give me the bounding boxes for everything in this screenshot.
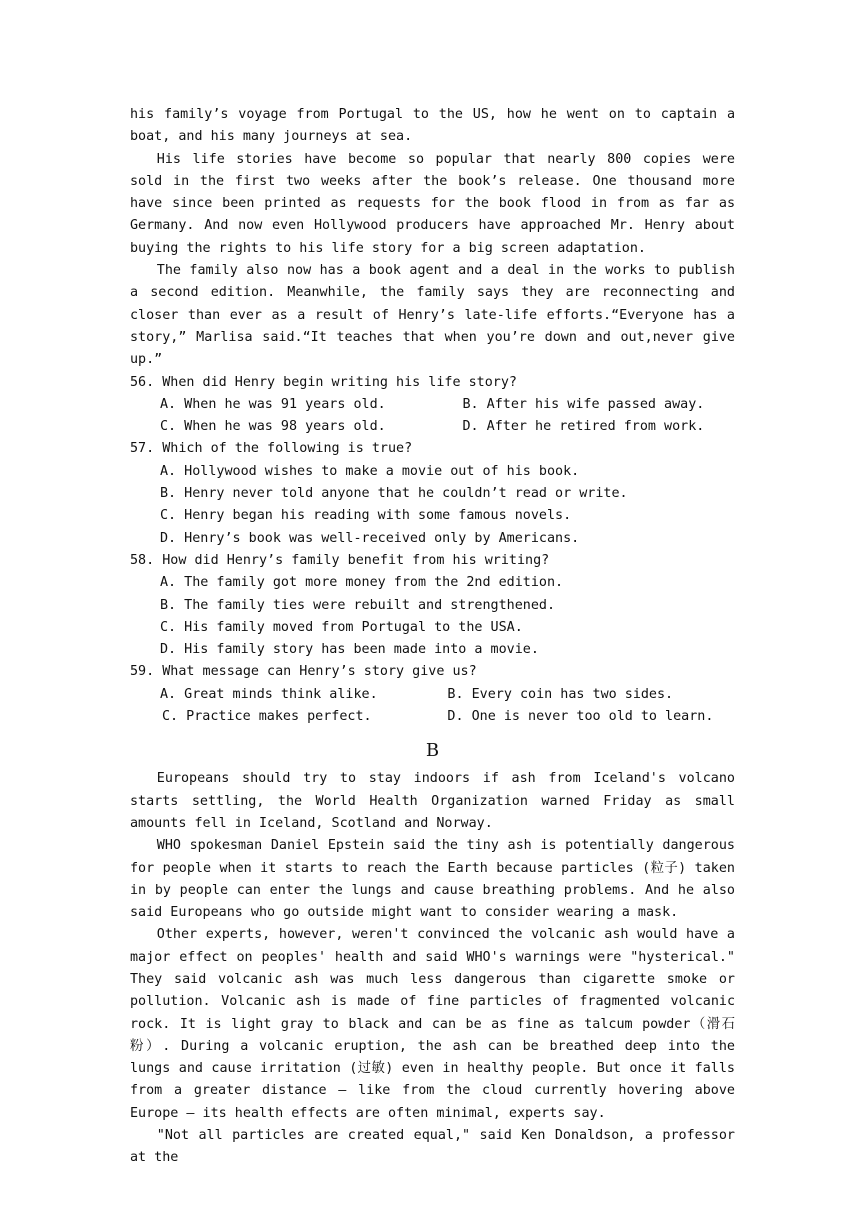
question-stem: 59. What message can Henry’s story give us? (130, 664, 477, 680)
option-c: C. Practice makes perfect. (162, 709, 372, 725)
option-c: C. His family moved from Portugal to the USA. (160, 619, 523, 635)
option-d: D. One is never too old to learn. (447, 709, 714, 725)
passage-a-paragraph: The family also now has a book agent and a deal in the works to publish a second edition. Meanwhile, the family says they are reconnecting and closer than ever as a result of Henry’s late-life efforts.“Everyone has a story,” Marlisa said.“It teaches that when you’re down and out,never give up.” (130, 263, 735, 368)
section-heading: B (425, 740, 440, 762)
question-stem: 56. When did Henry begin writing his life story? (130, 374, 517, 390)
option-d: D. After he retired from work. (462, 419, 705, 435)
option-a: A. The family got more money from the 2nd edition. (160, 575, 564, 591)
passage-b-paragraph: Europeans should try to stay indoors if ash from Iceland's volcano starts settling, the World Health Organization warned Friday as small amounts fell in Iceland, Scotland and Norway. (130, 771, 735, 831)
passage-a-paragraph: His life stories have become so popular that nearly 800 copies were sold in the first two weeks after the book’s release. One thousand more have since been printed as requests for the book flood in from as far as Germany. And now even Hollywood producers have approached Mr. Henry about buying the rights to his life story for a big screen adaptation. (130, 151, 735, 256)
question-59 (130, 661, 735, 728)
option-b: B. Henry never told anyone that he couldn’t read or write. (160, 486, 628, 502)
option-row (130, 706, 735, 728)
option-d: D. His family story has been made into a movie. (160, 642, 539, 658)
passage-b-paragraph: "Not all particles are created equal," said Ken Donaldson, a professor at the (130, 1128, 735, 1166)
question-58 (130, 550, 735, 661)
question-56 (130, 372, 735, 439)
option-a: A. Hollywood wishes to make a movie out of his book. (160, 463, 580, 479)
question-stem: 58. How did Henry’s family benefit from his writing? (130, 552, 550, 568)
passage-a-paragraph: his family’s voyage from Portugal to the US, how he went on to captain a boat, and his many journeys at sea. (130, 107, 735, 145)
option-b: B. After his wife passed away. (462, 396, 705, 412)
option-row (130, 394, 735, 416)
question-57 (130, 438, 735, 549)
document-page (130, 104, 735, 1170)
option-c: C. Henry began his reading with some famous novels. (160, 508, 572, 524)
passage-b-paragraph: WHO spokesman Daniel Epstein said the tiny ash is potentially dangerous for people when it starts to reach the Earth because particles (粒子) taken in by people can enter the lungs and cause breathing problems. And he also said Europeans who go outside might want to consider wearing a mask. (130, 838, 735, 921)
passage-b-paragraph: Other experts, however, weren't convinced the volcanic ash would have a major effect on peoples' health and said WHO's warnings were "hysterical." They said volcanic ash was much less dangerous than cigarette smoke or pollution. Volcanic ash is made of fine particles of fragmented volcanic rock. It is light gray to black and can be as fine as talcum powder（滑石粉）. During a volcanic eruption, the ash can be breathed deep into the lungs and cause irritation (过敏) even in healthy people. But once it falls from a greater distance — like from the cloud currently hovering above Europe — its health effects are often minimal, experts say. (130, 927, 735, 1121)
option-b: B. Every coin has two sides. (447, 686, 674, 702)
option-c: C. When he was 98 years old. (160, 419, 386, 435)
option-d: D. Henry’s book was well-received only by Americans. (160, 530, 580, 546)
option-a: A. When he was 91 years old. (160, 396, 386, 412)
question-stem: 57. Which of the following is true? (130, 441, 413, 457)
option-row (130, 416, 735, 438)
option-b: B. The family ties were rebuilt and strengthened. (160, 597, 556, 613)
option-row (130, 684, 735, 706)
option-a: A. Great minds think alike. (160, 686, 378, 702)
